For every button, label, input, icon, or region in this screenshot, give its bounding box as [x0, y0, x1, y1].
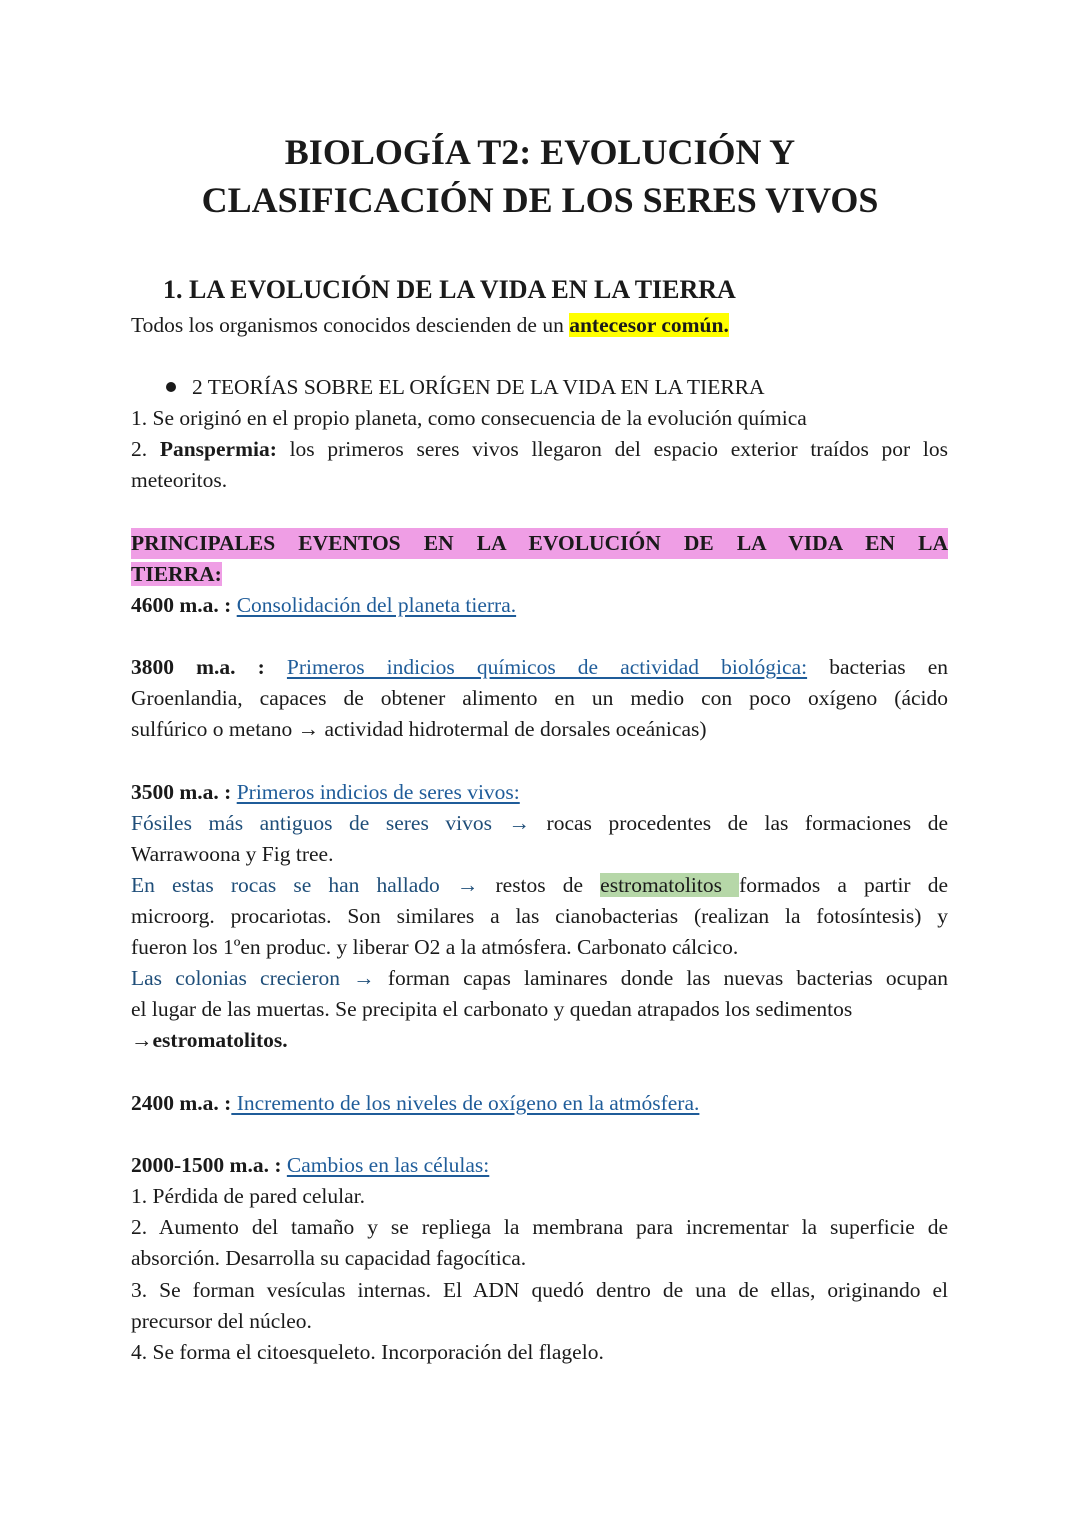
event-2400 — [131, 1088, 948, 1119]
theory-item-2 — [131, 434, 948, 465]
events-heading-text-2: TIERRA: — [131, 562, 222, 586]
events-heading-line-1 — [131, 528, 948, 559]
event-link-2400[interactable]: Incremento de los niveles de oxígeno en la atmósfera. — [231, 1091, 700, 1115]
event-text: bacterias en — [807, 655, 949, 679]
event-3500-p1-line-2: Warrawoona y Fig tree. — [131, 842, 334, 866]
event-link-3500[interactable]: Primeros indicios de seres vivos: — [236, 780, 520, 804]
event-link-3800[interactable]: Primeros indicios químicos de actividad biológica: — [286, 655, 808, 679]
document-title-line-1: BIOLOGÍA T2: EVOLUCIÓN Y — [284, 132, 796, 172]
event-3500-p2 — [131, 870, 948, 901]
event-3500 — [131, 777, 948, 808]
highlight-common-ancestor: antecesor común. — [569, 313, 729, 337]
blue-text: En estas rocas se han hallado → — [131, 873, 479, 897]
event-date: 2400 m.a. : — [131, 1091, 232, 1115]
event-link-4600[interactable]: Consolidación del planeta tierra. — [236, 593, 517, 617]
event-text: restos de — [478, 873, 601, 897]
panspermia-term: Panspermia: — [159, 437, 277, 461]
event-text: forman capas laminares donde las nuevas bacterias ocupan — [374, 966, 948, 990]
event-date: 4600 m.a. : — [131, 593, 232, 617]
event-text: rocas procedentes de las formaciones de — [530, 811, 948, 835]
cell-change-2: 2. Aumento del tamaño y se repliega la membrana para incrementar la superficie de — [131, 1215, 948, 1239]
event-3500-p3-line-3: →estromatolitos. — [131, 1028, 288, 1052]
event-2000 — [131, 1150, 948, 1181]
event-3500-p3-line-2: el lugar de las muertas. Se precipita el carbonato y quedan atrapados los sedimentos — [131, 997, 853, 1021]
cell-change-3-continued: precursor del núcleo. — [131, 1309, 312, 1333]
event-link-2000[interactable]: Cambios en las células: — [286, 1153, 490, 1177]
theory-item-1: 1. Se originó en el propio planeta, como consecuencia de la evolución química — [131, 406, 807, 430]
events-heading-line-2 — [131, 559, 948, 590]
section-heading: 1. LA EVOLUCIÓN DE LA VIDA EN LA TIERRA — [163, 275, 736, 304]
intro-text: Todos los organismos conocidos descienden de un — [131, 313, 570, 337]
event-date: 2000-1500 m.a. : — [131, 1153, 282, 1177]
event-date: 3500 m.a. : — [131, 780, 232, 804]
theories-bullet — [166, 372, 983, 403]
bullet-icon — [166, 382, 176, 392]
events-heading-text-1: PRINCIPALES EVENTOS EN LA EVOLUCIÓN DE LA VIDA EN LA — [131, 528, 948, 559]
highlight-stromatolites: estromatolitos — [600, 873, 740, 897]
event-3500-p3 — [131, 963, 948, 994]
theory-item-2-text: los primeros seres vivos llegaron del espacio exterior traídos por los — [276, 437, 948, 461]
event-3500-p2-line-2: microorg. procariotas. Son similares a las cianobacterias (realizan la fotosíntesis) y — [131, 904, 948, 928]
event-3500-p1 — [131, 808, 948, 839]
event-4600 — [131, 590, 948, 621]
cell-change-3: 3. Se forman vesículas internas. El ADN quedó dentro de una de ellas, originando el — [131, 1278, 948, 1302]
theory-item-2-number: 2. — [131, 437, 160, 461]
event-3500-p2-line-3: fueron los 1ºen produc. y liberar O2 a la atmósfera. Carbonato cálcico. — [131, 935, 739, 959]
event-3800-line-3: sulfúrico o metano → actividad hidrotermal de dorsales oceánicas) — [131, 717, 707, 741]
event-text: formados a partir de — [739, 873, 948, 897]
theory-item-2-continued: meteoritos. — [131, 468, 228, 492]
cell-change-1: 1. Pérdida de pared celular. — [131, 1184, 366, 1208]
event-date: 3800 m.a. : — [131, 655, 265, 679]
event-3800-line-2: Groenlandia, capaces de obtener alimento en un medio con poco oxígeno (ácido — [131, 686, 948, 710]
blue-text: Las colonias crecieron → — [131, 966, 375, 990]
intro-paragraph — [131, 310, 948, 341]
cell-change-4: 4. Se forma el citoesqueleto. Incorporación del flagelo. — [131, 1340, 604, 1364]
theories-bullet-text: 2 TEORÍAS SOBRE EL ORÍGEN DE LA VIDA EN LA TIERRA — [192, 375, 765, 399]
event-3800 — [131, 652, 948, 683]
blue-text: Fósiles más antiguos de seres vivos → — [131, 811, 531, 835]
document-title-line-2: CLASIFICACIÓN DE LOS SERES VIVOS — [201, 180, 879, 220]
cell-change-2-continued: absorción. Desarrolla su capacidad fagocítica. — [131, 1246, 527, 1270]
